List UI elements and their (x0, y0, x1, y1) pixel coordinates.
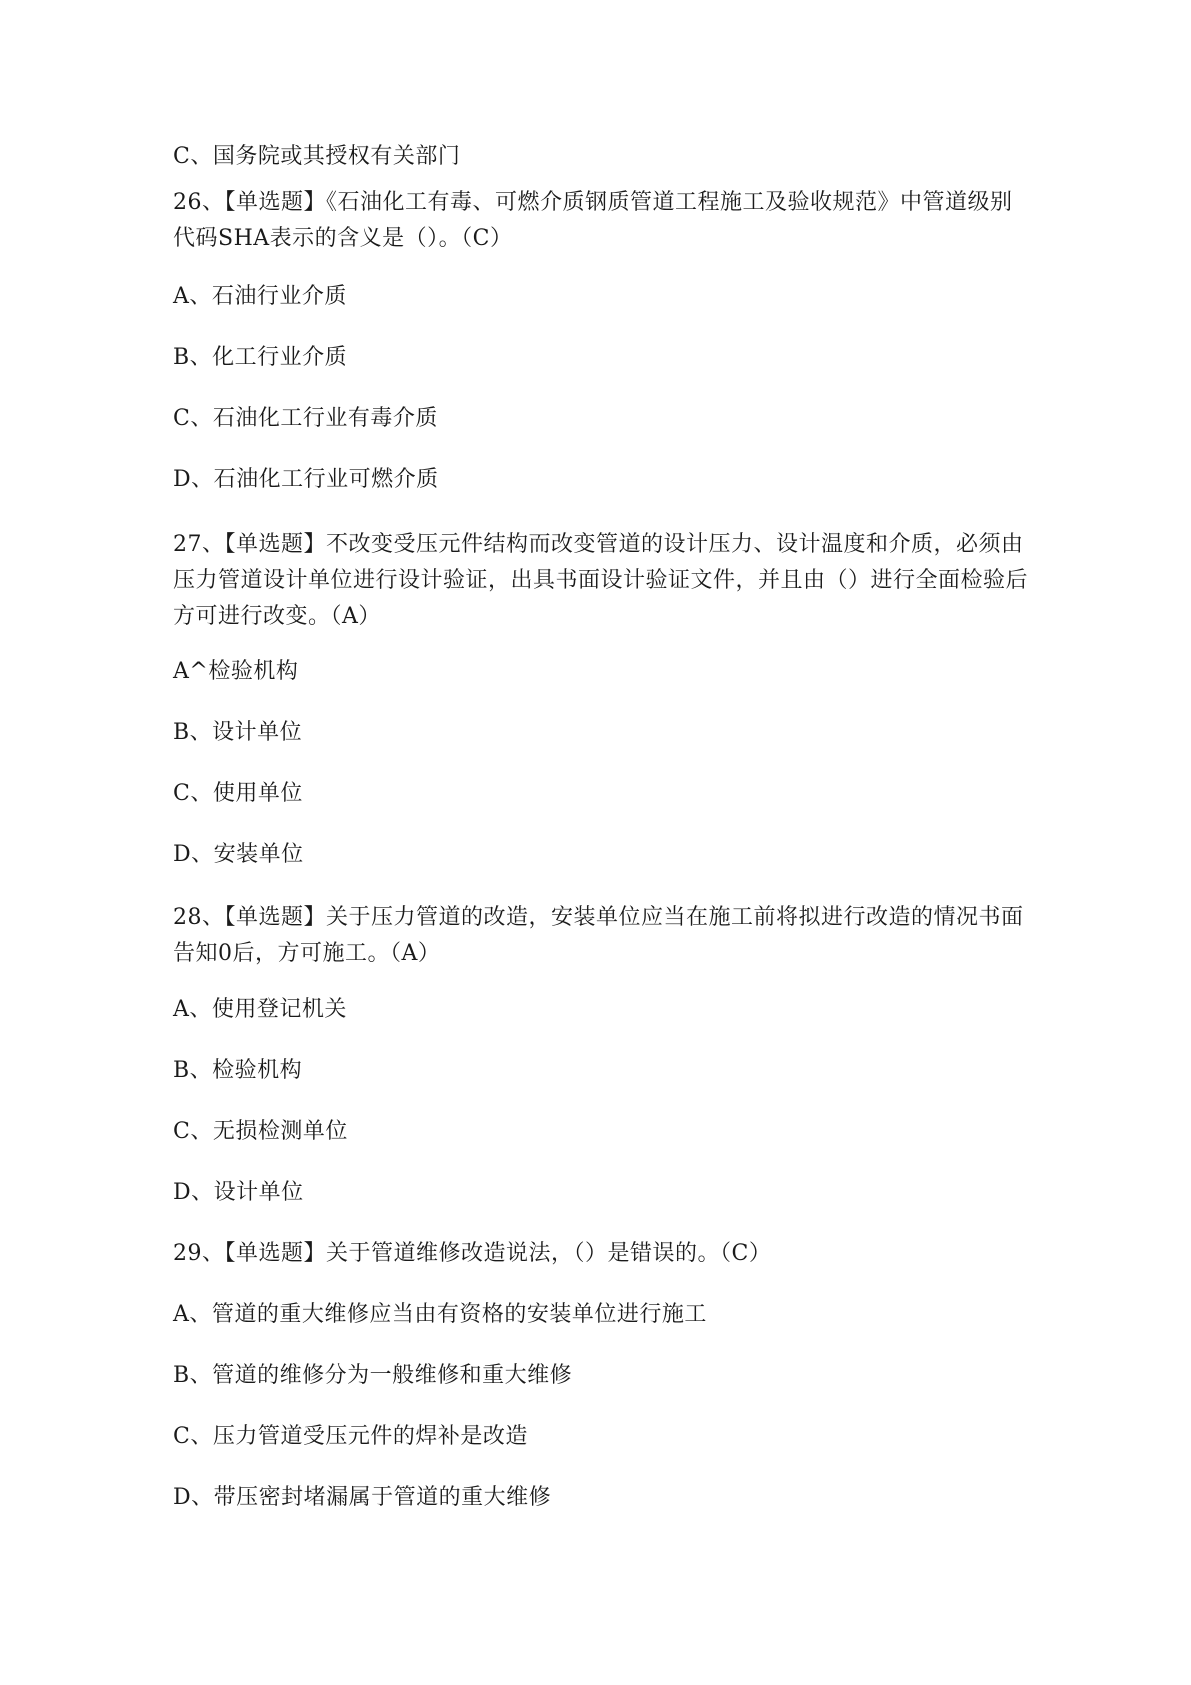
question-29: 29、【单选题】关于管道维修改造说法，（）是错误的。（C） (173, 1241, 772, 1266)
option-d-q29: D、带压密封堵漏属于管道的重大维修 (173, 1485, 552, 1510)
option-c-q29: C、压力管道受压元件的焊补是改造 (173, 1424, 528, 1449)
option-a-q29: A、管道的重大维修应当由有资格的安装单位进行施工 (173, 1302, 707, 1327)
option-b-q28: B、检验机构 (173, 1058, 303, 1083)
option-d-q27: D、安装单位 (173, 842, 304, 867)
option-a-q28: A、使用登记机关 (173, 997, 347, 1022)
question-28: 28、【单选题】关于压力管道的改造，安装单位应当在施工前将拟进行改造的情况书面告知0后，方可施工。（A） (173, 905, 1024, 966)
option-c-q28: C、无损检测单位 (173, 1119, 348, 1144)
question-27: 27、【单选题】不改变受压元件结构而改变管道的设计压力、设计温度和介质，必须由压力管道设计单位进行设计验证，出具书面设计验证文件，并且由（）进行全面检验后方可进行改变。（A） (173, 532, 1029, 629)
option-c-q27: C、使用单位 (173, 781, 303, 806)
option-d-q28: D、设计单位 (173, 1180, 304, 1205)
option-a-q27: A^检验机构 (173, 659, 299, 684)
option-d-q26: D、石油化工行业可燃介质 (173, 467, 439, 492)
option-a-q26: A、石油行业介质 (173, 284, 347, 309)
option-c-q25: C、国务院或其授权有关部门 (173, 144, 461, 169)
option-b-q26: B、化工行业介质 (173, 345, 348, 370)
option-b-q27: B、设计单位 (173, 720, 303, 745)
question-26: 26、【单选题】《石油化工有毒、可燃介质钢质管道工程施工及验收规范》中管道级别代码SHA表示的含义是（）。（C） (173, 190, 1013, 251)
option-c-q26: C、石油化工行业有毒介质 (173, 406, 438, 431)
option-b-q29: B、管道的维修分为一般维修和重大维修 (173, 1363, 573, 1388)
